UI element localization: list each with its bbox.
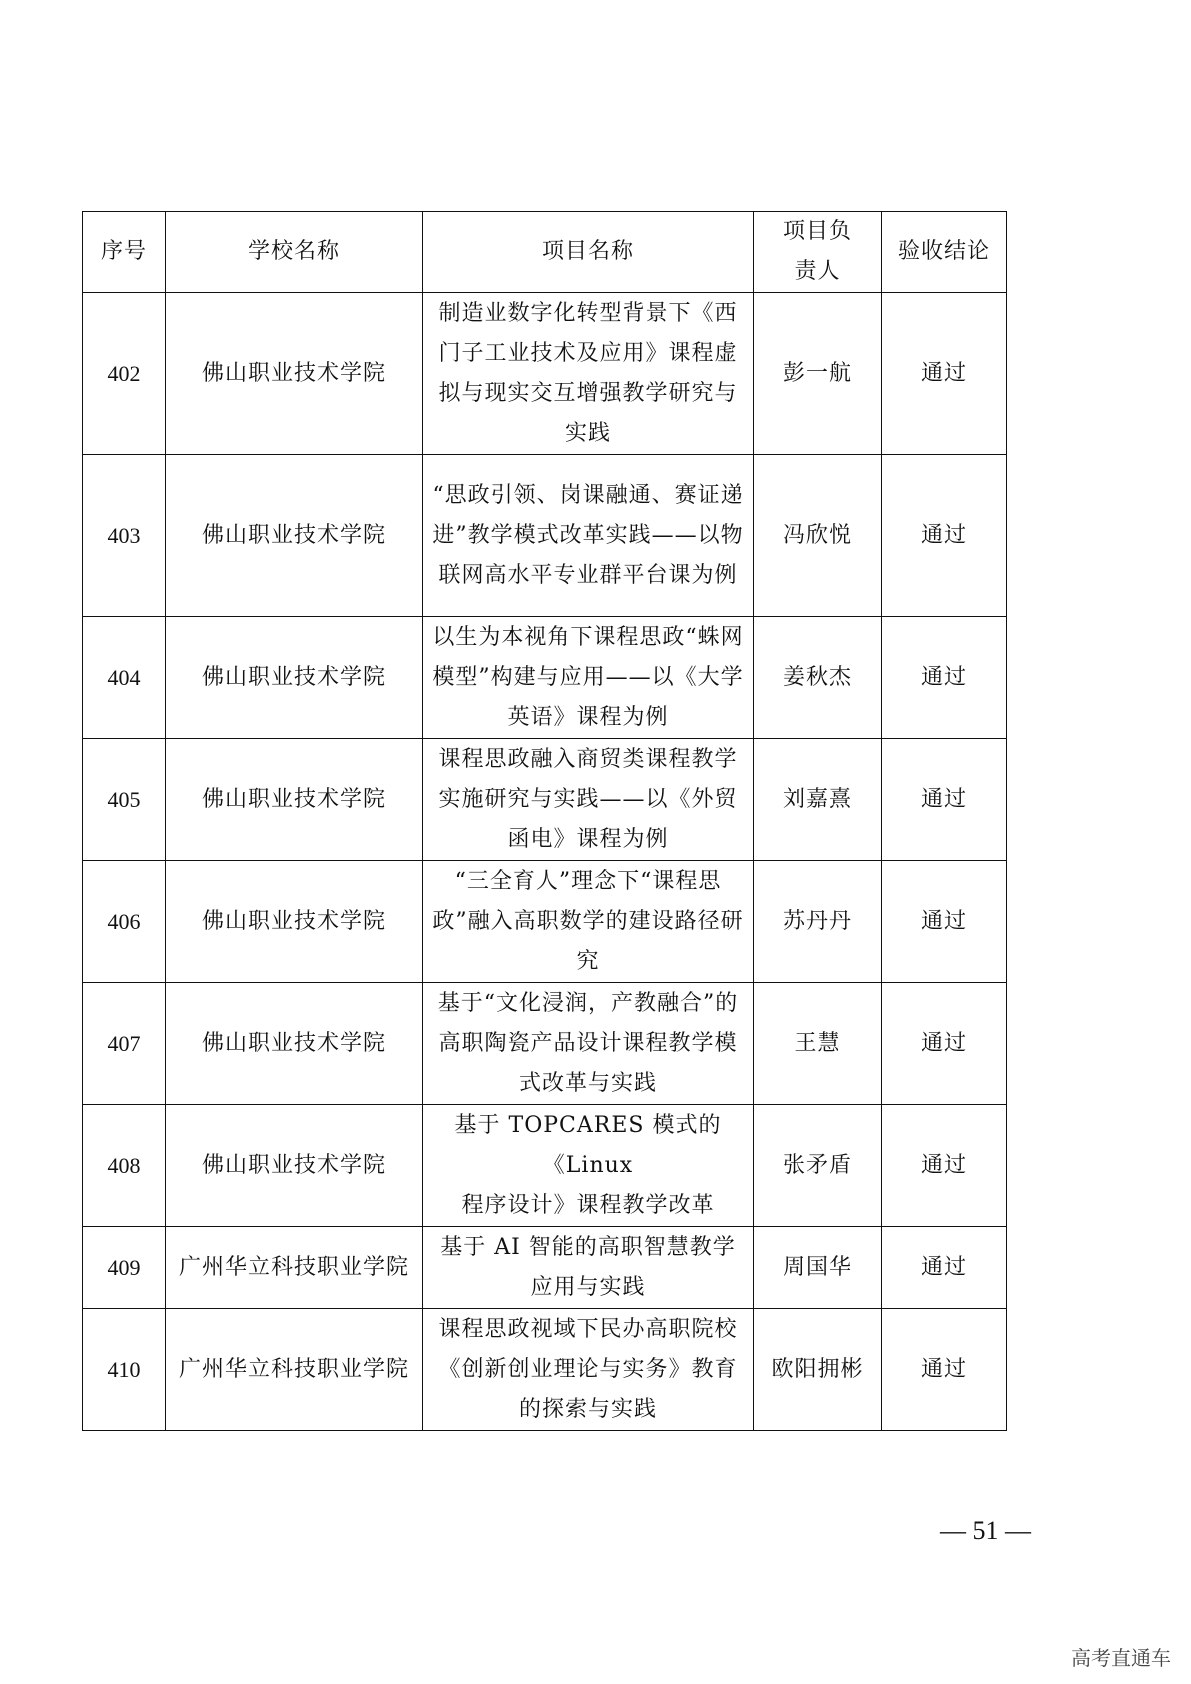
acceptance-result: 通过 [882, 1105, 1007, 1227]
table-row [83, 983, 1007, 1105]
row-number: 404 [83, 617, 166, 739]
school-name: 佛山职业技术学院 [166, 293, 423, 455]
project-name: 基于 AI 智能的高职智慧教学应用与实践 [423, 1227, 754, 1309]
school-name: 佛山职业技术学院 [166, 1105, 423, 1227]
school-name: 佛山职业技术学院 [166, 739, 423, 861]
table-row [83, 1309, 1007, 1431]
school-name: 佛山职业技术学院 [166, 455, 423, 617]
project-leader: 欧阳拥彬 [754, 1309, 882, 1431]
acceptance-result: 通过 [882, 861, 1007, 983]
project-leader: 姜秋杰 [754, 617, 882, 739]
row-number: 403 [83, 455, 166, 617]
header-result: 验收结论 [882, 212, 1007, 293]
acceptance-result: 通过 [882, 617, 1007, 739]
project-leader: 苏丹丹 [754, 861, 882, 983]
school-name: 广州华立科技职业学院 [166, 1309, 423, 1431]
row-number: 409 [83, 1227, 166, 1309]
project-name: 基于 TOPCARES 模式的 《Linux 程序设计》课程教学改革 [423, 1105, 754, 1227]
project-leader: 张矛盾 [754, 1105, 882, 1227]
acceptance-result: 通过 [882, 739, 1007, 861]
table-row [83, 455, 1007, 617]
acceptance-result: 通过 [882, 455, 1007, 617]
project-leader: 王慧 [754, 983, 882, 1105]
project-name: “三全育人”理念下“课程思政”融入高职数学的建设路径研究 [423, 861, 754, 983]
project-name: 基于“文化浸润，产教融合”的高职陶瓷产品设计课程教学模式改革与实践 [423, 983, 754, 1105]
project-leader: 彭一航 [754, 293, 882, 455]
project-leader: 冯欣悦 [754, 455, 882, 617]
school-name: 佛山职业技术学院 [166, 983, 423, 1105]
table-row [83, 1227, 1007, 1309]
table-row [83, 617, 1007, 739]
row-number: 405 [83, 739, 166, 861]
table-row [83, 861, 1007, 983]
project-name: 课程思政融入商贸类课程教学实施研究与实践——以《外贸函电》课程为例 [423, 739, 754, 861]
watermark-text: 高考直通车 [1071, 1646, 1171, 1670]
acceptance-result: 通过 [882, 983, 1007, 1105]
header-no: 序号 [83, 212, 166, 293]
row-number: 407 [83, 983, 166, 1105]
table-row [83, 293, 1007, 455]
header-project: 项目名称 [423, 212, 754, 293]
project-leader: 刘嘉熹 [754, 739, 882, 861]
project-name: 课程思政视域下民办高职院校《创新创业理论与实务》教育的探索与实践 [423, 1309, 754, 1431]
header-school: 学校名称 [166, 212, 423, 293]
header-leader: 项目负责人 [754, 212, 882, 293]
acceptance-result: 通过 [882, 1309, 1007, 1431]
row-number: 406 [83, 861, 166, 983]
table-row [83, 739, 1007, 861]
acceptance-result: 通过 [882, 1227, 1007, 1309]
row-number: 410 [83, 1309, 166, 1431]
table-row [83, 1105, 1007, 1227]
project-name: “思政引领、岗课融通、赛证递进”教学模式改革实践——以物联网高水平专业群平台课为例 [423, 455, 754, 617]
page-number: — 51 — [940, 1516, 1031, 1545]
school-name: 佛山职业技术学院 [166, 861, 423, 983]
school-name: 佛山职业技术学院 [166, 617, 423, 739]
school-name: 广州华立科技职业学院 [166, 1227, 423, 1309]
project-name: 以生为本视角下课程思政“蛛网模型”构建与应用——以《大学英语》课程为例 [423, 617, 754, 739]
table-header-row [83, 212, 1007, 293]
project-name: 制造业数字化转型背景下《西门子工业技术及应用》课程虚拟与现实交互增强教学研究与实践 [423, 293, 754, 455]
project-leader: 周国华 [754, 1227, 882, 1309]
acceptance-result: 通过 [882, 293, 1007, 455]
row-number: 402 [83, 293, 166, 455]
row-number: 408 [83, 1105, 166, 1227]
project-acceptance-table [82, 211, 1007, 1431]
